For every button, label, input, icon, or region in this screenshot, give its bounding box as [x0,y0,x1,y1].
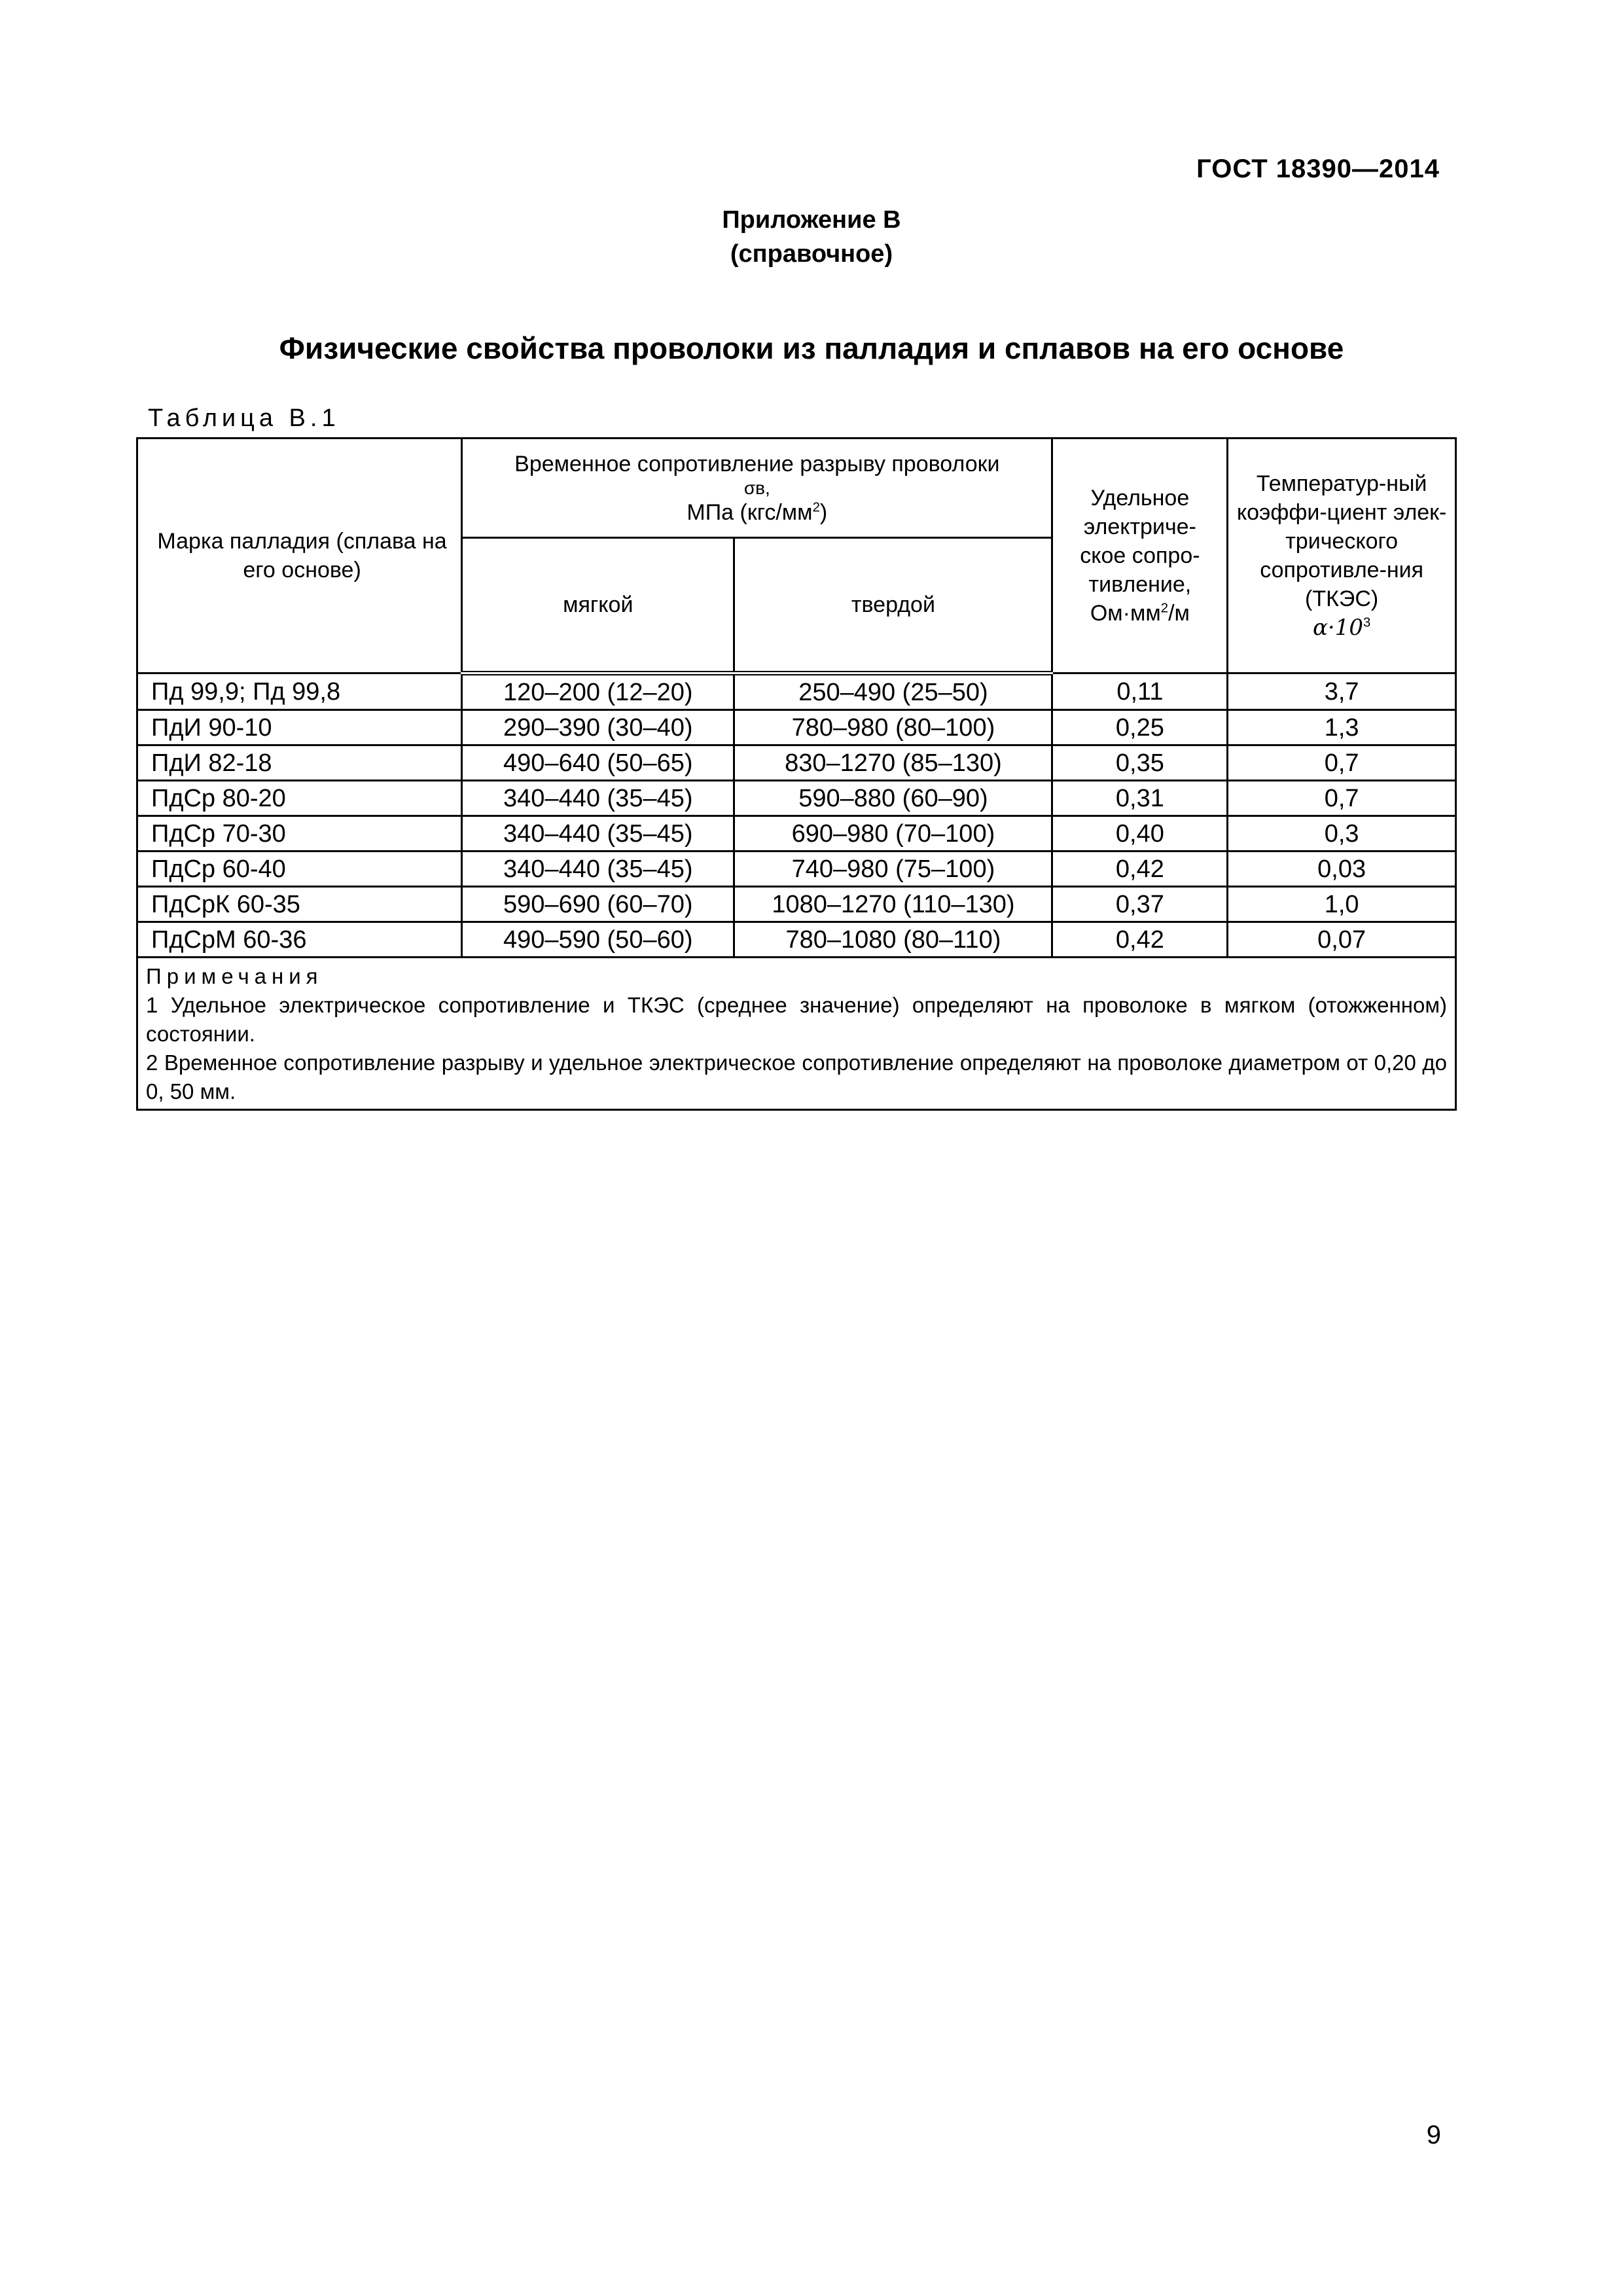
page-number: 9 [1426,2121,1441,2149]
cell-tcr: 1,0 [1228,887,1456,922]
header-tcr-symbol [1236,613,1447,642]
header-resistivity [1052,439,1228,673]
header-tensile-unit-suffix: ) [819,499,828,525]
header-resistivity-unit-exp: 2 [1160,601,1169,616]
header-tensile-unit-prefix: МПа (кгс/мм [687,499,813,525]
header-tcr-text: Температур-ный коэффи-циент элек-трического сопротивле-ния (ТКЭС) [1236,471,1447,611]
cell-resistivity: 0,40 [1052,816,1228,852]
properties-table [136,437,1457,1111]
table-row [137,852,1456,887]
cell-soft: 340–440 (35–45) [462,816,734,852]
appendix-title: Приложение В [722,206,901,234]
header-resistivity-unit-suffix: /м [1168,601,1190,626]
cell-resistivity: 0,35 [1052,745,1228,781]
cell-hard: 780–980 (80–100) [734,710,1052,745]
cell-grade: ПдСр 60-40 [137,852,462,887]
header-hard: твердой [734,538,1052,673]
cell-soft: 490–590 (50–60) [462,922,734,958]
cell-hard: 780–1080 (80–110) [734,922,1052,958]
cell-grade: ПдСр 70-30 [137,816,462,852]
table-row [137,816,1456,852]
cell-grade: ПдСр 80-20 [137,781,462,816]
header-resistivity-unit [1061,599,1219,628]
header-tensile-symbol: σв, [743,477,770,498]
table-row [137,710,1456,745]
table-label: Таблица В.1 [148,404,340,432]
header-tensile-unit [471,498,1043,527]
cell-soft: 590–690 (60–70) [462,887,734,922]
document-title: Физические свойства проволоки из палладия и сплавов на его основе [279,331,1344,365]
cell-grade: ПдИ 90-10 [137,710,462,745]
cell-tcr: 0,03 [1228,852,1456,887]
cell-soft: 120–200 (12–20) [462,673,734,710]
cell-tcr: 0,7 [1228,745,1456,781]
cell-hard: 740–980 (75–100) [734,852,1052,887]
appendix-heading [0,203,1623,271]
cell-hard: 590–880 (60–90) [734,781,1052,816]
cell-tcr: 0,3 [1228,816,1456,852]
table-notes [137,958,1456,1110]
cell-tcr: 1,3 [1228,710,1456,745]
cell-grade: ПдИ 82-18 [137,745,462,781]
header-soft: мягкой [462,538,734,673]
header-tcr-exp: 3 [1363,615,1371,630]
table-row [137,922,1456,958]
header-tcr-symbol-base: α·10 [1312,615,1363,641]
cell-resistivity: 0,37 [1052,887,1228,922]
cell-soft: 290–390 (30–40) [462,710,734,745]
appendix-subtitle: (справочное) [730,240,893,268]
cell-resistivity: 0,42 [1052,852,1228,887]
cell-hard: 1080–1270 (110–130) [734,887,1052,922]
standard-code: ГОСТ 18390—2014 [1196,154,1440,183]
header-grade: Марка палладия (сплава на его основе) [137,439,462,673]
cell-soft: 340–440 (35–45) [462,781,734,816]
cell-tcr: 0,7 [1228,781,1456,816]
table-row [137,745,1456,781]
cell-grade: Пд 99,9; Пд 99,8 [137,673,462,710]
cell-grade: ПдСрК 60-35 [137,887,462,922]
header-tensile-unit-exp: 2 [812,500,820,515]
cell-tcr: 3,7 [1228,673,1456,710]
header-resistivity-unit-prefix: Ом·мм [1090,601,1161,626]
table-row [137,887,1456,922]
cell-resistivity: 0,25 [1052,710,1228,745]
cell-grade: ПдСрМ 60-36 [137,922,462,958]
table-row [137,673,1456,710]
header-tensile-strength [462,439,1052,538]
table-row [137,781,1456,816]
cell-resistivity: 0,42 [1052,922,1228,958]
cell-hard: 690–980 (70–100) [734,816,1052,852]
note-item: 1 Удельное электрическое сопротивление и ТКЭС (среднее значение) определяют на проволоке в мягком (отожженном) состоянии. [146,993,1447,1046]
cell-soft: 340–440 (35–45) [462,852,734,887]
cell-resistivity: 0,31 [1052,781,1228,816]
header-resistivity-text: Удельное электриче-ское сопро-тивление, [1080,486,1200,597]
note-item: 2 Временное сопротивление разрыву и удельное электрическое сопротивление определяют на проволоке диаметром от 0,20 до 0, 50 мм. [146,1050,1447,1103]
cell-soft: 490–640 (50–65) [462,745,734,781]
header-tcr [1228,439,1456,673]
cell-tcr: 0,07 [1228,922,1456,958]
cell-hard: 830–1270 (85–130) [734,745,1052,781]
notes-title: Примечания [146,964,323,988]
header-tensile-title: Временное сопротивление разрыву проволоки [514,451,1000,476]
cell-hard: 250–490 (25–50) [734,673,1052,710]
cell-resistivity: 0,11 [1052,673,1228,710]
